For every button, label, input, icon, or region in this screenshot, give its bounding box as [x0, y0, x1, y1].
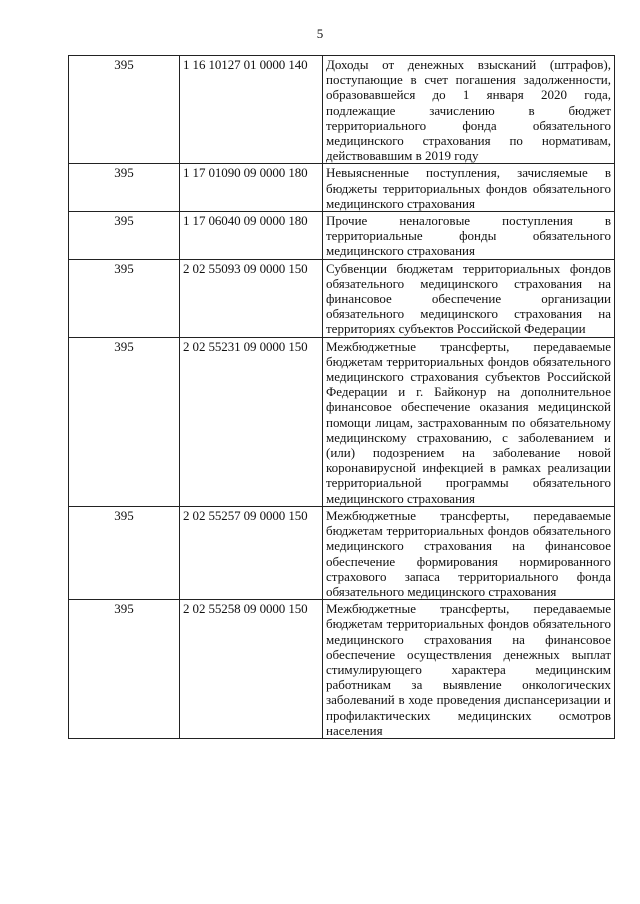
- income-name-cell: Межбюджетные трансферты, передаваемые бюджетам территориальных фондов обязательного медицинского страхования субъектов Российской Федерации и г. Байконур на дополнительное финансовое обеспечение оказания медицинской помощи лицам, застрахованным по обязательному медицинскому страхованию, с заболеванием и (или) подозрением на заболевание новой коронавирусной инфекцией в рамках реализации территориальной программы обязательного медицинского страхования: [323, 337, 615, 506]
- budget-classification-table: [68, 55, 615, 739]
- income-name-cell: Прочие неналоговые поступления в территориальные фонды обязательного медицинского страхования: [323, 212, 615, 260]
- table-row: [69, 164, 615, 212]
- income-name-cell: Межбюджетные трансферты, передаваемые бюджетам территориальных фондов обязательного медицинского страхования на финансовое обеспечение осуществления денежных выплат стимулирующего характера медицинским работникам за выявление онкологических заболеваний в ходе проведения диспансеризации и профилактических медицинских осмотров населения: [323, 600, 615, 739]
- page-number: 5: [316, 26, 324, 41]
- admin-code-cell: 395: [69, 337, 180, 506]
- income-name-cell: Невыясненные поступления, зачисляемые в бюджеты территориальных фондов обязательного медицинского страхования: [323, 164, 615, 212]
- income-name-cell: Субвенции бюджетам территориальных фондов обязательного медицинского страхования на финансовое обеспечение организации обязательного медицинского страхования на территориях субъектов Российской Федерации: [323, 259, 615, 337]
- admin-code-cell: 395: [69, 212, 180, 260]
- table-row: [69, 56, 615, 164]
- admin-code-cell: 395: [69, 164, 180, 212]
- budget-code-cell: 2 02 55231 09 0000 150: [180, 337, 323, 506]
- budget-code-cell: 1 17 06040 09 0000 180: [180, 212, 323, 260]
- table-row: [69, 506, 615, 599]
- income-name-cell: Межбюджетные трансферты, передаваемые бюджетам территориальных фондов обязательного медицинского страхования на финансовое обеспечение формирования нормированного страхового запаса территориального фонда обязательного медицинского страхования: [323, 506, 615, 599]
- budget-code-cell: 2 02 55093 09 0000 150: [180, 259, 323, 337]
- budget-code-cell: 1 16 10127 01 0000 140: [180, 56, 323, 164]
- income-name-cell: Доходы от денежных взысканий (штрафов), поступающие в счет погашения задолженности, образовавшейся до 1 января 2020 года, подлежащие зачислению в бюджет территориального фонда обязательного медицинского страхования по нормативам, действовавшим в 2019 году: [323, 56, 615, 164]
- table-row: [69, 337, 615, 506]
- table-row: [69, 259, 615, 337]
- budget-code-cell: 2 02 55257 09 0000 150: [180, 506, 323, 599]
- admin-code-cell: 395: [69, 259, 180, 337]
- table-row: [69, 600, 615, 739]
- budget-code-cell: 2 02 55258 09 0000 150: [180, 600, 323, 739]
- admin-code-cell: 395: [69, 600, 180, 739]
- budget-code-cell: 1 17 01090 09 0000 180: [180, 164, 323, 212]
- admin-code-cell: 395: [69, 506, 180, 599]
- admin-code-cell: 395: [69, 56, 180, 164]
- table-row: [69, 212, 615, 260]
